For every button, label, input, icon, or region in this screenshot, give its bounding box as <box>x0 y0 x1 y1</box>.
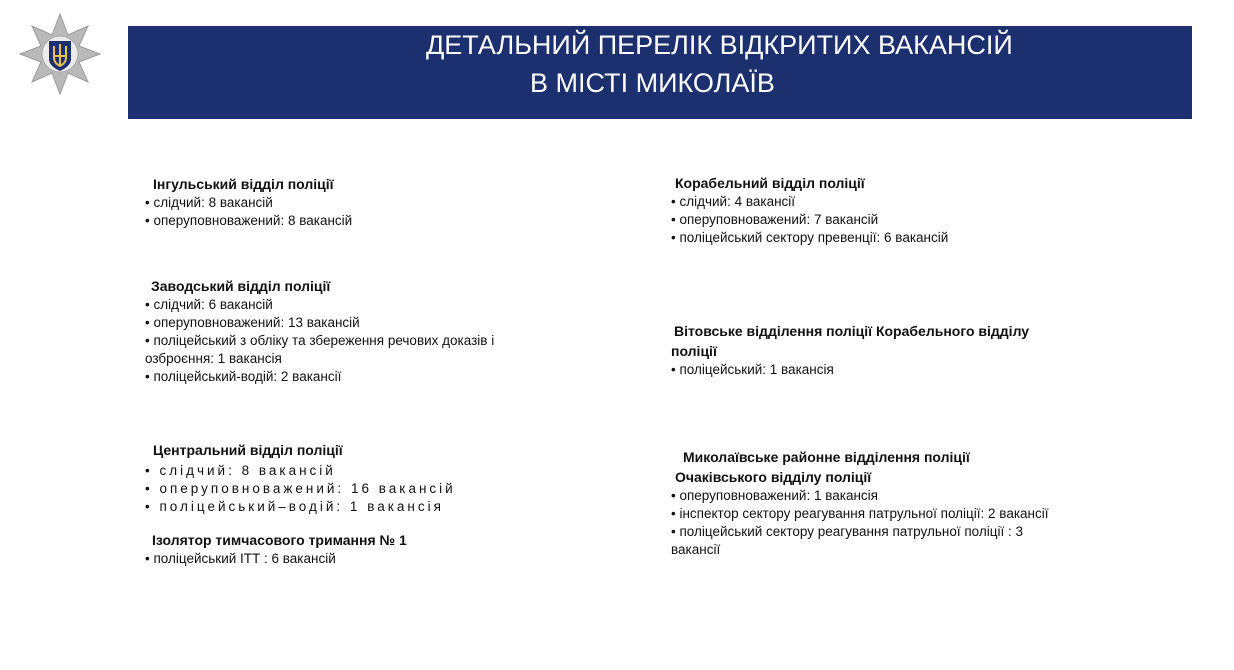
list-item: • оперуповноважений: 13 вакансій <box>145 315 360 330</box>
section-zavodskyi <box>145 276 545 386</box>
list-item: • оперуповноважений: 1 вакансія <box>671 488 878 503</box>
list-item: • слідчий: 8 вакансій <box>145 195 273 210</box>
section-tsentralnyi <box>145 440 565 516</box>
section-title: Миколаївське районне відділення поліції <box>683 449 970 465</box>
section-title: Інгульський відділ поліції <box>153 176 334 192</box>
list-item: • поліцейський: 1 вакансія <box>671 362 834 377</box>
section-vitovske <box>671 321 1071 379</box>
page-title-line1: ДЕТАЛЬНИЙ ПЕРЕЛІК ВІДКРИТИХ ВАКАНСІЙ <box>426 30 1013 60</box>
section-subtitle: Очаківського відділу поліції <box>675 469 872 485</box>
list-item: • поліцейський ІТТ : 6 вакансій <box>145 551 336 566</box>
section-title: Корабельний відділ поліції <box>675 175 865 191</box>
list-item: • слідчий: 8 вакансій <box>145 463 336 478</box>
section-ingulskyi <box>145 174 352 230</box>
section-title: Вітовське відділення поліції Корабельного відділу поліції <box>671 323 1030 359</box>
section-korabelnyi <box>671 173 948 247</box>
police-star-emblem-icon <box>18 12 102 96</box>
list-item: • інспектор сектору реагування патрульної поліції: 2 вакансії <box>671 506 1049 521</box>
section-mykolaivske <box>671 447 1071 559</box>
title-banner <box>128 26 1192 119</box>
list-item: • поліцейський сектору превенції: 6 вакансій <box>671 230 949 245</box>
section-title: Заводський відділ поліції <box>151 278 331 294</box>
list-item: • оперуповноважений: 16 вакансій <box>145 481 456 496</box>
list-item: • поліцейський–водій: 1 вакансія <box>145 499 444 514</box>
section-title: Центральний відділ поліції <box>153 442 343 458</box>
list-item: • слідчий: 4 вакансії <box>671 194 796 209</box>
list-item: • поліцейський сектору реагування патрульної поліції : 3 вакансії <box>671 524 1023 557</box>
list-item: • оперуповноважений: 8 вакансій <box>145 213 353 228</box>
section-title: Ізолятор тимчасового тримання № 1 <box>152 532 407 548</box>
list-item: • слідчий: 6 вакансій <box>145 297 273 312</box>
list-item: • оперуповноважений: 7 вакансій <box>671 212 879 227</box>
page-title-line2: В МІСТІ МИКОЛАЇВ <box>530 68 775 98</box>
list-item: • поліцейський з обліку та збереження речових доказів і озброєння: 1 вакансія <box>145 333 495 366</box>
list-item: • поліцейський-водій: 2 вакансії <box>145 369 342 384</box>
section-izoliator <box>145 530 407 568</box>
